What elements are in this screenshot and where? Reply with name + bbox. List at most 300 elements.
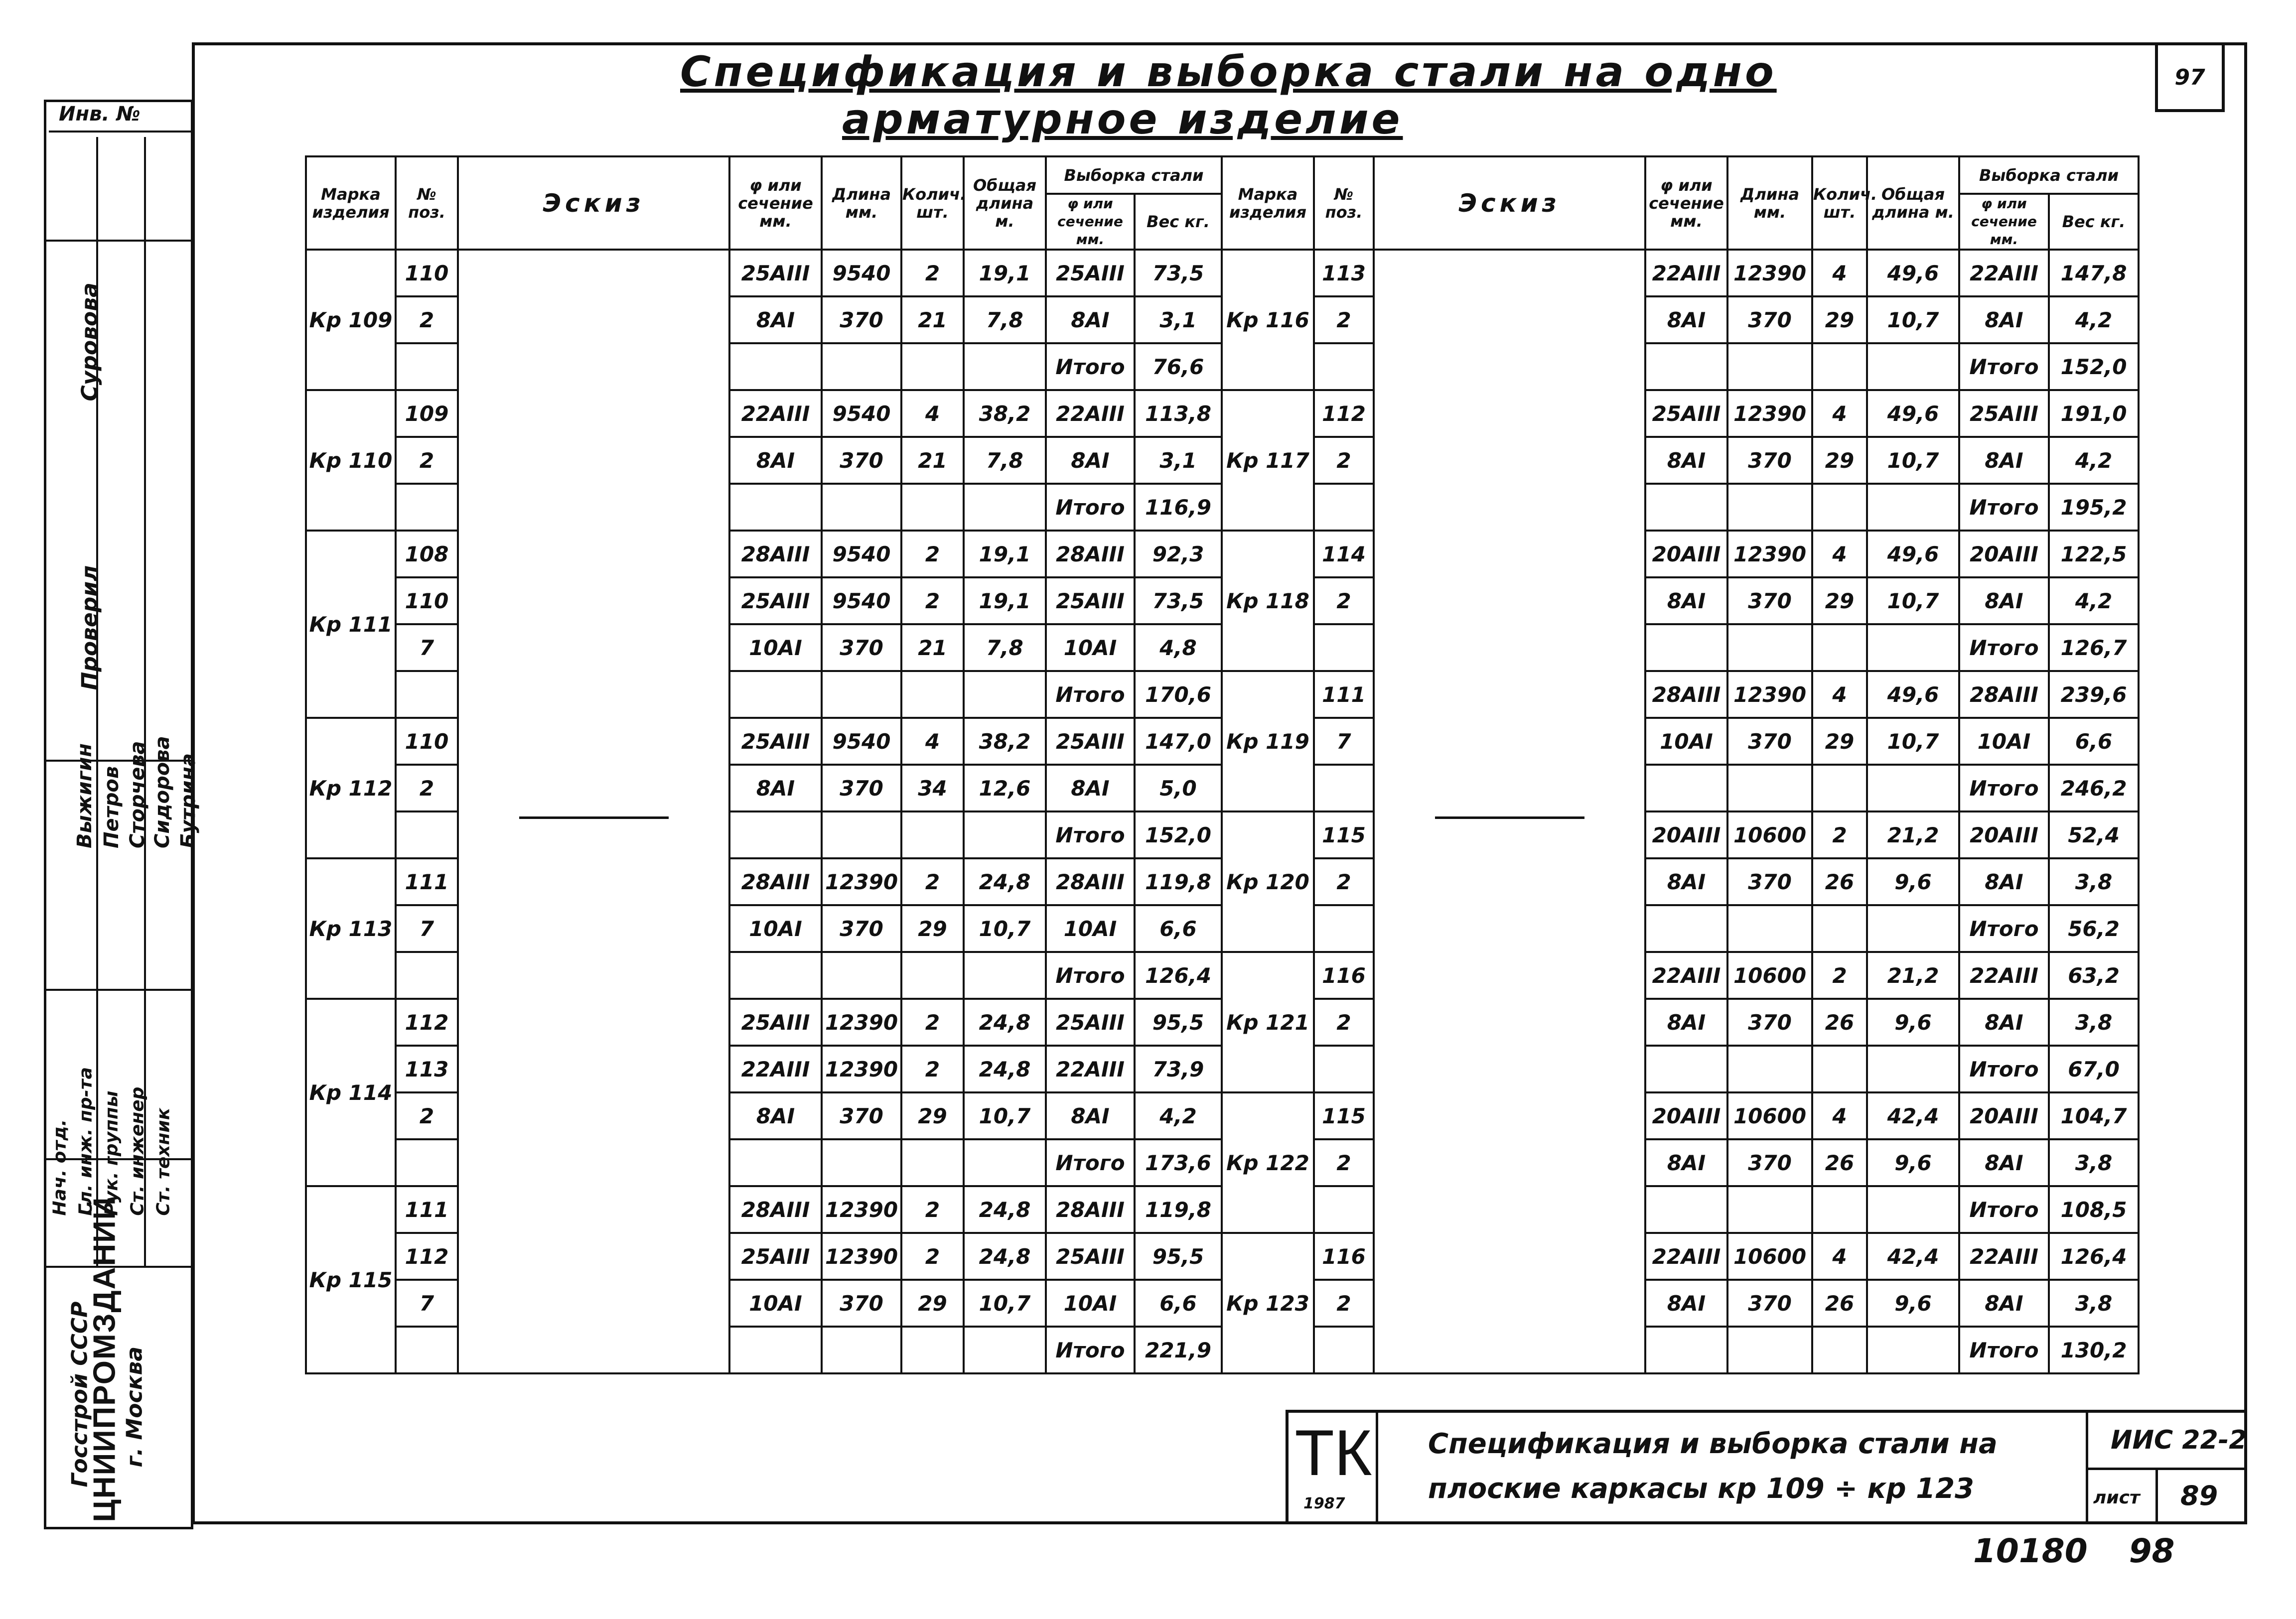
qty-cell: 21 (901, 296, 964, 343)
section-cell (1645, 484, 1727, 531)
section-cell (1645, 624, 1727, 671)
total-length-cell: 38,2 (964, 718, 1046, 765)
position-cell (396, 952, 458, 999)
item-mark: Кр 116 (1222, 250, 1314, 390)
qty-cell: 29 (1812, 296, 1867, 343)
total-length-cell: 42,4 (1867, 1092, 1959, 1139)
position-cell (1314, 905, 1374, 952)
page-number: 97 (2155, 42, 2225, 112)
length-cell: 370 (822, 296, 901, 343)
total-length-cell: 19,1 (964, 531, 1046, 577)
table-row (306, 531, 1222, 577)
qty-cell: 29 (1812, 437, 1867, 484)
total-length-cell: 7,8 (964, 624, 1046, 671)
table-row (1222, 671, 2139, 718)
qty-cell (1812, 765, 1867, 811)
stamp-name-6: Сидорова (151, 736, 174, 848)
table-row (1222, 1046, 2139, 1092)
position-cell (396, 671, 458, 718)
section-cell: 22AIII (1645, 1233, 1727, 1280)
bottom-codes: 10180 98 (1973, 1532, 2175, 1570)
total-length-cell: 21,2 (1867, 952, 1959, 999)
steel-section-cell: 8AI (1046, 437, 1135, 484)
section-cell: 8AI (1645, 437, 1727, 484)
weight-cell: 76,6 (1135, 343, 1222, 390)
qty-cell: 26 (1812, 1280, 1867, 1327)
table-row (306, 718, 1222, 765)
table-row (306, 811, 1222, 858)
table-row (1222, 765, 2139, 811)
item-mark: Кр 119 (1222, 671, 1314, 811)
length-cell (822, 952, 901, 999)
position-cell (1314, 765, 1374, 811)
stamp-role-2: Гл. инж. пр-та (75, 1067, 96, 1216)
position-cell: 116 (1314, 952, 1374, 999)
length-cell: 12390 (1727, 390, 1812, 437)
weight-cell: 126,4 (1135, 952, 1222, 999)
position-cell: 111 (396, 1186, 458, 1233)
length-cell: 12390 (822, 858, 901, 905)
weight-cell: 170,6 (1135, 671, 1222, 718)
total-length-cell (1867, 624, 1959, 671)
qty-cell: 29 (1812, 577, 1867, 624)
weight-cell: 119,8 (1135, 858, 1222, 905)
total-length-cell: 24,8 (964, 1186, 1046, 1233)
length-cell: 12390 (822, 1233, 901, 1280)
steel-section-cell: 10AI (1046, 905, 1135, 952)
position-cell: 7 (1314, 718, 1374, 765)
total-length-cell (1867, 905, 1959, 952)
stamp-org-city: г. Москва (122, 1346, 147, 1468)
steel-section-cell: 8AI (1959, 1139, 2049, 1186)
table-row (306, 1186, 1222, 1233)
spec-table-left (305, 155, 1223, 1374)
weight-cell: 92,3 (1135, 531, 1222, 577)
total-length-cell (1867, 765, 1959, 811)
item-mark: Кр 111 (306, 531, 396, 718)
qty-cell: 29 (901, 1092, 964, 1139)
section-cell (1645, 1046, 1727, 1092)
item-mark: Кр 110 (306, 390, 396, 531)
section-cell: 22AIII (1645, 250, 1727, 296)
qty-cell (901, 343, 964, 390)
length-cell: 370 (1727, 577, 1812, 624)
section-cell: 25AIII (729, 250, 822, 296)
length-cell (1727, 624, 1812, 671)
qty-cell (1812, 1327, 1867, 1373)
qty-cell: 4 (1812, 1092, 1867, 1139)
weight-cell: 152,0 (1135, 811, 1222, 858)
section-cell: 28AIII (729, 531, 822, 577)
position-cell (396, 1139, 458, 1186)
stamp-name-3: Выжигин (73, 743, 96, 848)
header-total-length: Общая длина м. (964, 156, 1046, 250)
length-cell: 10600 (1727, 1233, 1812, 1280)
steel-section-cell: 8AI (1959, 437, 2049, 484)
header-steel-selection: Выборка стали (1959, 156, 2139, 194)
weight-cell: 116,9 (1135, 484, 1222, 531)
stamp-role-5: Ст. техник (153, 1107, 174, 1216)
position-cell: 110 (396, 718, 458, 765)
weight-cell: 4,2 (2049, 296, 2139, 343)
weight-cell: 3,8 (2049, 1280, 2139, 1327)
series-code: ИИС 22-2 (2111, 1425, 2247, 1455)
total-length-cell (964, 952, 1046, 999)
steel-section-cell: Итого (1959, 624, 2049, 671)
table-row (1222, 905, 2139, 952)
steel-section-cell: Итого (1046, 1139, 1135, 1186)
section-cell: 8AI (729, 1092, 822, 1139)
qty-cell: 2 (1812, 811, 1867, 858)
position-cell: 2 (1314, 296, 1374, 343)
position-cell: 2 (396, 296, 458, 343)
section-cell (1645, 765, 1727, 811)
header-steel-section: φ или сечение мм. (1959, 194, 2049, 250)
item-mark: Кр 120 (1222, 811, 1314, 952)
section-cell: 8AI (1645, 1139, 1727, 1186)
section-cell: 25AIII (729, 718, 822, 765)
table-row (306, 1139, 1222, 1186)
sheet-label: лист (2093, 1487, 2140, 1508)
weight-cell: 239,6 (2049, 671, 2139, 718)
qty-cell: 4 (901, 390, 964, 437)
item-mark: Кр 118 (1222, 531, 1314, 671)
qty-cell (1812, 1046, 1867, 1092)
section-cell (1645, 1327, 1727, 1373)
steel-section-cell: Итого (1959, 1046, 2049, 1092)
length-cell (822, 343, 901, 390)
steel-section-cell: 10AI (1046, 1280, 1135, 1327)
position-cell: 113 (1314, 250, 1374, 296)
item-mark: Кр 113 (306, 858, 396, 999)
weight-cell: 4,2 (2049, 437, 2139, 484)
total-length-cell: 49,6 (1867, 250, 1959, 296)
weight-cell: 173,6 (1135, 1139, 1222, 1186)
weight-cell: 191,0 (2049, 390, 2139, 437)
steel-section-cell: 8AI (1959, 999, 2049, 1046)
section-cell: 8AI (1645, 296, 1727, 343)
total-length-cell: 10,7 (964, 1092, 1046, 1139)
total-length-cell: 19,1 (964, 577, 1046, 624)
steel-section-cell: Итого (1959, 765, 2049, 811)
section-cell (729, 952, 822, 999)
qty-cell (901, 952, 964, 999)
steel-section-cell: 8AI (1046, 1092, 1135, 1139)
position-cell: 2 (396, 765, 458, 811)
weight-cell: 73,5 (1135, 250, 1222, 296)
total-length-cell (1867, 1186, 1959, 1233)
position-cell (1314, 624, 1374, 671)
section-cell: 8AI (1645, 577, 1727, 624)
weight-cell: 95,5 (1135, 999, 1222, 1046)
item-mark: Кр 117 (1222, 390, 1314, 531)
steel-section-cell: 28AIII (1046, 858, 1135, 905)
header-pos: № поз. (1314, 156, 1374, 250)
qty-cell: 2 (901, 1046, 964, 1092)
section-cell (729, 1139, 822, 1186)
table-row (1222, 811, 2139, 858)
length-cell: 370 (1727, 999, 1812, 1046)
total-length-cell: 38,2 (964, 390, 1046, 437)
header-steel-section: φ или сечение мм. (1046, 194, 1135, 250)
steel-section-cell: Итого (1959, 1327, 2049, 1373)
total-length-cell: 24,8 (964, 1046, 1046, 1092)
stamp-org-gosstroy: Госстрой СССР (67, 1301, 93, 1487)
length-cell: 370 (1727, 1139, 1812, 1186)
sketch-cell (458, 250, 729, 1373)
qty-cell: 4 (1812, 390, 1867, 437)
section-cell: 22AIII (729, 1046, 822, 1092)
total-length-cell (964, 484, 1046, 531)
weight-cell: 246,2 (2049, 765, 2139, 811)
section-cell: 8AI (1645, 858, 1727, 905)
table-row (306, 1327, 1222, 1373)
item-mark: Кр 114 (306, 999, 396, 1186)
section-cell: 20AIII (1645, 811, 1727, 858)
section-cell: 10AI (729, 624, 822, 671)
position-cell (1314, 1327, 1374, 1373)
header-length: Длина мм. (822, 156, 901, 250)
qty-cell: 4 (901, 718, 964, 765)
table-row (306, 1092, 1222, 1139)
total-length-cell: 24,8 (964, 999, 1046, 1046)
section-cell: 25AIII (729, 577, 822, 624)
section-cell: 8AI (729, 437, 822, 484)
section-cell (729, 671, 822, 718)
total-length-cell: 49,6 (1867, 531, 1959, 577)
total-length-cell: 9,6 (1867, 858, 1959, 905)
stamp-name-5: Сторчева (126, 741, 149, 848)
steel-section-cell: Итого (1959, 1186, 2049, 1233)
steel-section-cell: Итого (1959, 343, 2049, 390)
total-length-cell: 10,7 (1867, 437, 1959, 484)
position-cell: 115 (1314, 1092, 1374, 1139)
header-pos: № поз. (396, 156, 458, 250)
weight-cell: 130,2 (2049, 1327, 2139, 1373)
stamp-name-2: Проверил (77, 565, 103, 690)
table-row (1222, 437, 2139, 484)
section-cell (729, 811, 822, 858)
header-weight: Вес кг. (1135, 194, 1222, 250)
position-cell: 108 (396, 531, 458, 577)
steel-section-cell: 20AIII (1959, 811, 2049, 858)
length-cell (1727, 484, 1812, 531)
length-cell: 12390 (1727, 531, 1812, 577)
qty-cell: 34 (901, 765, 964, 811)
table-row (1222, 484, 2139, 531)
table-row (306, 484, 1222, 531)
inventory-label: Инв. № (49, 98, 193, 133)
table-row (306, 671, 1222, 718)
table-row (306, 858, 1222, 905)
length-cell: 12390 (822, 1046, 901, 1092)
table-row (1222, 1139, 2139, 1186)
section-cell: 10AI (1645, 718, 1727, 765)
sketch-cell (1374, 250, 1645, 1373)
sheet-number: 89 (2180, 1480, 2218, 1511)
total-length-cell: 10,7 (1867, 296, 1959, 343)
length-cell (1727, 765, 1812, 811)
length-cell (822, 811, 901, 858)
table-row (1222, 999, 2139, 1046)
section-cell (1645, 905, 1727, 952)
section-cell: 28AIII (729, 1186, 822, 1233)
position-cell: 7 (396, 624, 458, 671)
tk-year: 1987 (1303, 1495, 1345, 1512)
steel-section-cell: 28AIII (1046, 1186, 1135, 1233)
position-cell (1314, 343, 1374, 390)
weight-cell: 119,8 (1135, 1186, 1222, 1233)
weight-cell: 126,4 (2049, 1233, 2139, 1280)
length-cell: 9540 (822, 718, 901, 765)
stamp-name-7: Бутрина (177, 753, 200, 848)
position-cell (396, 811, 458, 858)
tk-logo: ТК (1294, 1416, 1372, 1489)
qty-cell (901, 1139, 964, 1186)
weight-cell: 67,0 (2049, 1046, 2139, 1092)
length-cell: 370 (1727, 1280, 1812, 1327)
steel-section-cell: Итого (1046, 343, 1135, 390)
weight-cell: 126,7 (2049, 624, 2139, 671)
qty-cell: 4 (1812, 1233, 1867, 1280)
qty-cell: 26 (1812, 858, 1867, 905)
section-cell (1645, 343, 1727, 390)
steel-section-cell: Итого (1046, 952, 1135, 999)
length-cell (1727, 1046, 1812, 1092)
section-cell: 22AIII (729, 390, 822, 437)
spec-table-right (1221, 155, 2140, 1374)
weight-cell: 73,5 (1135, 577, 1222, 624)
table-row (1222, 1186, 2139, 1233)
weight-cell: 4,2 (1135, 1092, 1222, 1139)
position-cell: 7 (396, 905, 458, 952)
total-length-cell: 10,7 (1867, 718, 1959, 765)
sketch-dash (519, 816, 669, 819)
qty-cell: 4 (1812, 671, 1867, 718)
weight-cell: 104,7 (2049, 1092, 2139, 1139)
steel-section-cell: 25AIII (1959, 390, 2049, 437)
page-subtitle: арматурное изделие (842, 95, 1403, 143)
position-cell (1314, 1046, 1374, 1092)
title-block-desc-1: Спецификация и выборка стали на (1428, 1428, 1998, 1460)
section-cell: 10AI (729, 905, 822, 952)
length-cell: 370 (822, 624, 901, 671)
steel-section-cell: 20AIII (1959, 531, 2049, 577)
total-length-cell: 7,8 (964, 296, 1046, 343)
total-length-cell (1867, 1046, 1959, 1092)
total-length-cell: 10,7 (964, 905, 1046, 952)
length-cell: 10600 (1727, 811, 1812, 858)
weight-cell: 147,0 (1135, 718, 1222, 765)
total-length-cell: 24,8 (964, 858, 1046, 905)
table-row (306, 250, 1222, 296)
item-mark: Кр 123 (1222, 1233, 1314, 1373)
length-cell: 12390 (1727, 250, 1812, 296)
steel-section-cell: 28AIII (1046, 531, 1135, 577)
position-cell (396, 343, 458, 390)
position-cell: 110 (396, 577, 458, 624)
table-row (306, 1280, 1222, 1327)
qty-cell: 2 (901, 531, 964, 577)
position-cell: 2 (1314, 1280, 1374, 1327)
weight-cell: 4,8 (1135, 624, 1222, 671)
steel-section-cell: 8AI (1046, 296, 1135, 343)
total-length-cell: 7,8 (964, 437, 1046, 484)
item-mark: Кр 122 (1222, 1092, 1314, 1233)
weight-cell: 3,8 (2049, 1139, 2139, 1186)
qty-cell: 4 (1812, 250, 1867, 296)
table-row (1222, 1233, 2139, 1280)
header-length: Длина мм. (1727, 156, 1812, 250)
total-length-cell: 9,6 (1867, 1280, 1959, 1327)
length-cell (1727, 905, 1812, 952)
length-cell (822, 1327, 901, 1373)
header-qty: Колич. шт. (1812, 156, 1867, 250)
table-row (1222, 1327, 2139, 1373)
weight-cell: 3,8 (2049, 999, 2139, 1046)
section-cell: 25AIII (1645, 390, 1727, 437)
total-length-cell: 10,7 (1867, 577, 1959, 624)
total-length-cell: 49,6 (1867, 390, 1959, 437)
weight-cell: 63,2 (2049, 952, 2139, 999)
header-mark: Марка изделия (306, 156, 396, 250)
table-row (1222, 1092, 2139, 1139)
length-cell: 9540 (822, 531, 901, 577)
position-cell: 2 (1314, 1139, 1374, 1186)
table-row (1222, 577, 2139, 624)
position-cell: 112 (396, 1233, 458, 1280)
table-row (306, 1233, 1222, 1280)
header-mark: Марка изделия (1222, 156, 1314, 250)
qty-cell (901, 811, 964, 858)
steel-section-cell: 25AIII (1046, 999, 1135, 1046)
length-cell: 370 (822, 437, 901, 484)
section-cell (729, 1327, 822, 1373)
length-cell: 9540 (822, 390, 901, 437)
position-cell: 2 (1314, 577, 1374, 624)
table-row (1222, 250, 2139, 296)
length-cell: 10600 (1727, 1092, 1812, 1139)
length-cell: 370 (1727, 296, 1812, 343)
length-cell: 370 (822, 1092, 901, 1139)
steel-section-cell: 25AIII (1046, 577, 1135, 624)
header-weight: Вес кг. (2049, 194, 2139, 250)
qty-cell: 26 (1812, 1139, 1867, 1186)
stamp-role-1: Нач. отд. (49, 1119, 70, 1216)
weight-cell: 3,1 (1135, 296, 1222, 343)
length-cell: 12390 (822, 999, 901, 1046)
table-row (1222, 343, 2139, 390)
qty-cell: 2 (901, 250, 964, 296)
length-cell: 12390 (822, 1186, 901, 1233)
length-cell: 12390 (1727, 671, 1812, 718)
section-cell: 22AIII (1645, 952, 1727, 999)
position-cell: 2 (1314, 999, 1374, 1046)
steel-section-cell: 22AIII (1959, 250, 2049, 296)
stamp-role-3: Рук. группы (101, 1090, 122, 1216)
weight-cell: 195,2 (2049, 484, 2139, 531)
position-cell: 110 (396, 250, 458, 296)
section-cell: 28AIII (729, 858, 822, 905)
weight-cell: 56,2 (2049, 905, 2139, 952)
length-cell (1727, 1327, 1812, 1373)
section-cell (729, 343, 822, 390)
steel-section-cell: 8AI (1959, 1280, 2049, 1327)
total-length-cell (1867, 484, 1959, 531)
weight-cell: 108,5 (2049, 1186, 2139, 1233)
stamp-name-1: Суровова (77, 282, 103, 402)
qty-cell: 21 (901, 624, 964, 671)
